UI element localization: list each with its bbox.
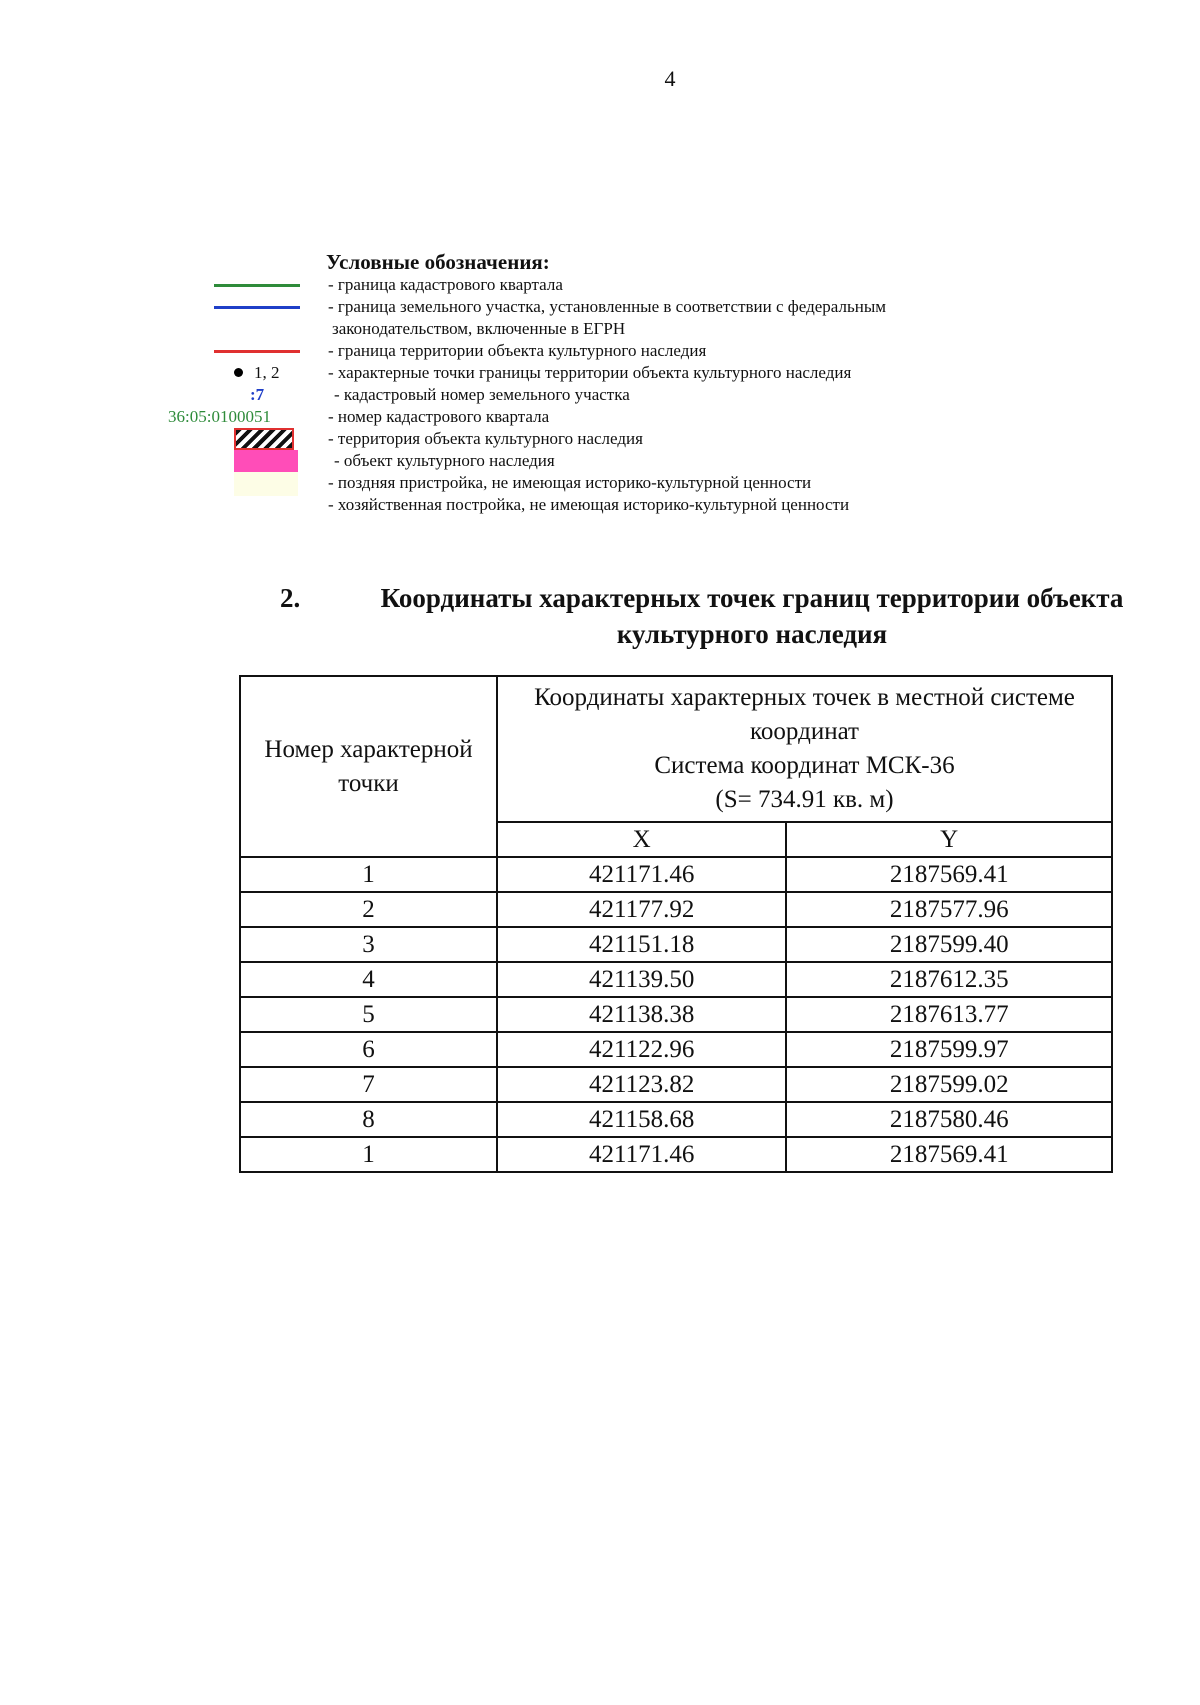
y-coordinate-cell: 2187612.35 <box>786 962 1112 997</box>
legend-item <box>150 340 1050 362</box>
table-row <box>240 997 1112 1032</box>
table-row <box>240 962 1112 997</box>
parcel-number-symbol: :7 <box>250 385 265 404</box>
legend-symbol <box>150 406 300 428</box>
coordinates-header-line: Координаты характерных точек в местной системе координат <box>534 684 1075 745</box>
legend-text: - характерные точки границы территории объекта культурного наследия <box>328 363 852 382</box>
point-number-cell: 6 <box>240 1032 497 1067</box>
legend-item <box>150 296 1050 318</box>
legend-item <box>150 450 1050 472</box>
x-coordinate-cell: 421123.82 <box>497 1067 786 1102</box>
legend-text: - номер кадастрового квартала <box>328 407 550 426</box>
legend-text: - граница кадастрового квартала <box>328 275 563 294</box>
legend-text: - граница территории объекта культурного наследия <box>328 341 707 360</box>
legend-symbol <box>150 472 300 494</box>
legend-text: законодательством, включенные в ЕГРН <box>332 319 626 338</box>
legend-symbol <box>150 296 300 318</box>
fill-swatch-icon <box>234 450 298 474</box>
point-dot-icon <box>234 368 243 377</box>
table-row <box>240 1102 1112 1137</box>
point-number-cell: 4 <box>240 962 497 997</box>
y-coordinate-cell: 2187599.40 <box>786 927 1112 962</box>
x-coordinate-cell: 421158.68 <box>497 1102 786 1137</box>
point-number-cell: 2 <box>240 892 497 927</box>
table-row <box>240 857 1112 892</box>
legend-symbol <box>150 450 300 472</box>
x-coordinate-cell: 421138.38 <box>497 997 786 1032</box>
legend-symbol <box>150 494 300 516</box>
legend-symbol <box>150 428 300 450</box>
legend-item <box>150 406 1050 428</box>
y-coordinate-cell: 2187599.02 <box>786 1067 1112 1102</box>
legend-text: - кадастровый номер земельного участка <box>334 385 630 404</box>
point-number-cell: 5 <box>240 997 497 1032</box>
y-header: Y <box>786 822 1112 857</box>
legend-line-icon <box>214 350 300 353</box>
y-coordinate-cell: 2187613.77 <box>786 997 1112 1032</box>
x-coordinate-cell: 421177.92 <box>497 892 786 927</box>
legend-item <box>150 318 1050 340</box>
section-number: 2. <box>280 583 301 613</box>
legend-item <box>150 472 1050 494</box>
hatched-territory-icon <box>234 428 294 450</box>
legend-title: Условные обозначения: <box>326 250 550 274</box>
legend-item <box>150 384 1050 406</box>
legend-symbol <box>150 318 300 340</box>
section-title: Координаты характерных точек границ территории объекта культурного наследия <box>380 583 1124 649</box>
point-number-cell: 1 <box>240 857 497 892</box>
y-coordinate-cell: 2187577.96 <box>786 892 1112 927</box>
table-row <box>240 1067 1112 1102</box>
point-number-cell: 3 <box>240 927 497 962</box>
legend-line-icon <box>214 306 300 309</box>
x-header: X <box>497 822 786 857</box>
x-coordinate-cell: 421151.18 <box>497 927 786 962</box>
x-coordinate-cell: 421139.50 <box>497 962 786 997</box>
y-coordinate-cell: 2187569.41 <box>786 1137 1112 1172</box>
fill-swatch-icon <box>234 472 298 496</box>
legend-symbol <box>150 340 300 362</box>
x-coordinate-cell: 421171.46 <box>497 857 786 892</box>
coordinates-table <box>239 675 1113 1173</box>
legend-symbol <box>150 384 300 406</box>
point-number-cell: 8 <box>240 1102 497 1137</box>
point-number-header: Номер характерной точки <box>240 676 497 857</box>
y-coordinate-cell: 2187599.97 <box>786 1032 1112 1067</box>
page-number: 4 <box>664 66 676 91</box>
legend-text: - территория объекта культурного наследия <box>328 429 643 448</box>
legend-item <box>150 494 1050 516</box>
coordinates-header-line: Система координат МСК-36 <box>654 752 955 779</box>
coordinates-body <box>240 857 1112 1172</box>
table-row <box>240 892 1112 927</box>
y-coordinate-cell: 2187580.46 <box>786 1102 1112 1137</box>
legend-text: - объект культурного наследия <box>334 451 555 470</box>
table-row <box>240 927 1112 962</box>
legend-text: - граница земельного участка, установленные в соответствии с федеральным <box>328 297 887 316</box>
table-row <box>240 1032 1112 1067</box>
legend-line-icon <box>214 284 300 287</box>
legend-symbol <box>150 362 300 384</box>
coordinates-header-line: (S= 734.91 кв. м) <box>715 786 894 813</box>
x-coordinate-cell: 421122.96 <box>497 1032 786 1067</box>
coordinates-header <box>497 676 1112 822</box>
legend-item <box>150 362 1050 384</box>
legend-item <box>150 428 1050 450</box>
point-number-cell: 7 <box>240 1067 497 1102</box>
legend-text: - поздняя пристройка, не имеющая историко-культурной ценности <box>328 473 812 492</box>
table-header-row <box>240 676 1112 822</box>
table-row <box>240 1137 1112 1172</box>
legend-text: - хозяйственная постройка, не имеющая историко-культурной ценности <box>328 495 850 514</box>
quarter-number-symbol: 36:05:0100051 <box>168 407 271 426</box>
legend-symbol <box>150 274 300 296</box>
point-label: 1, 2 <box>254 363 280 382</box>
y-coordinate-cell: 2187569.41 <box>786 857 1112 892</box>
point-number-cell: 1 <box>240 1137 497 1172</box>
legend-item <box>150 274 1050 296</box>
x-coordinate-cell: 421171.46 <box>497 1137 786 1172</box>
